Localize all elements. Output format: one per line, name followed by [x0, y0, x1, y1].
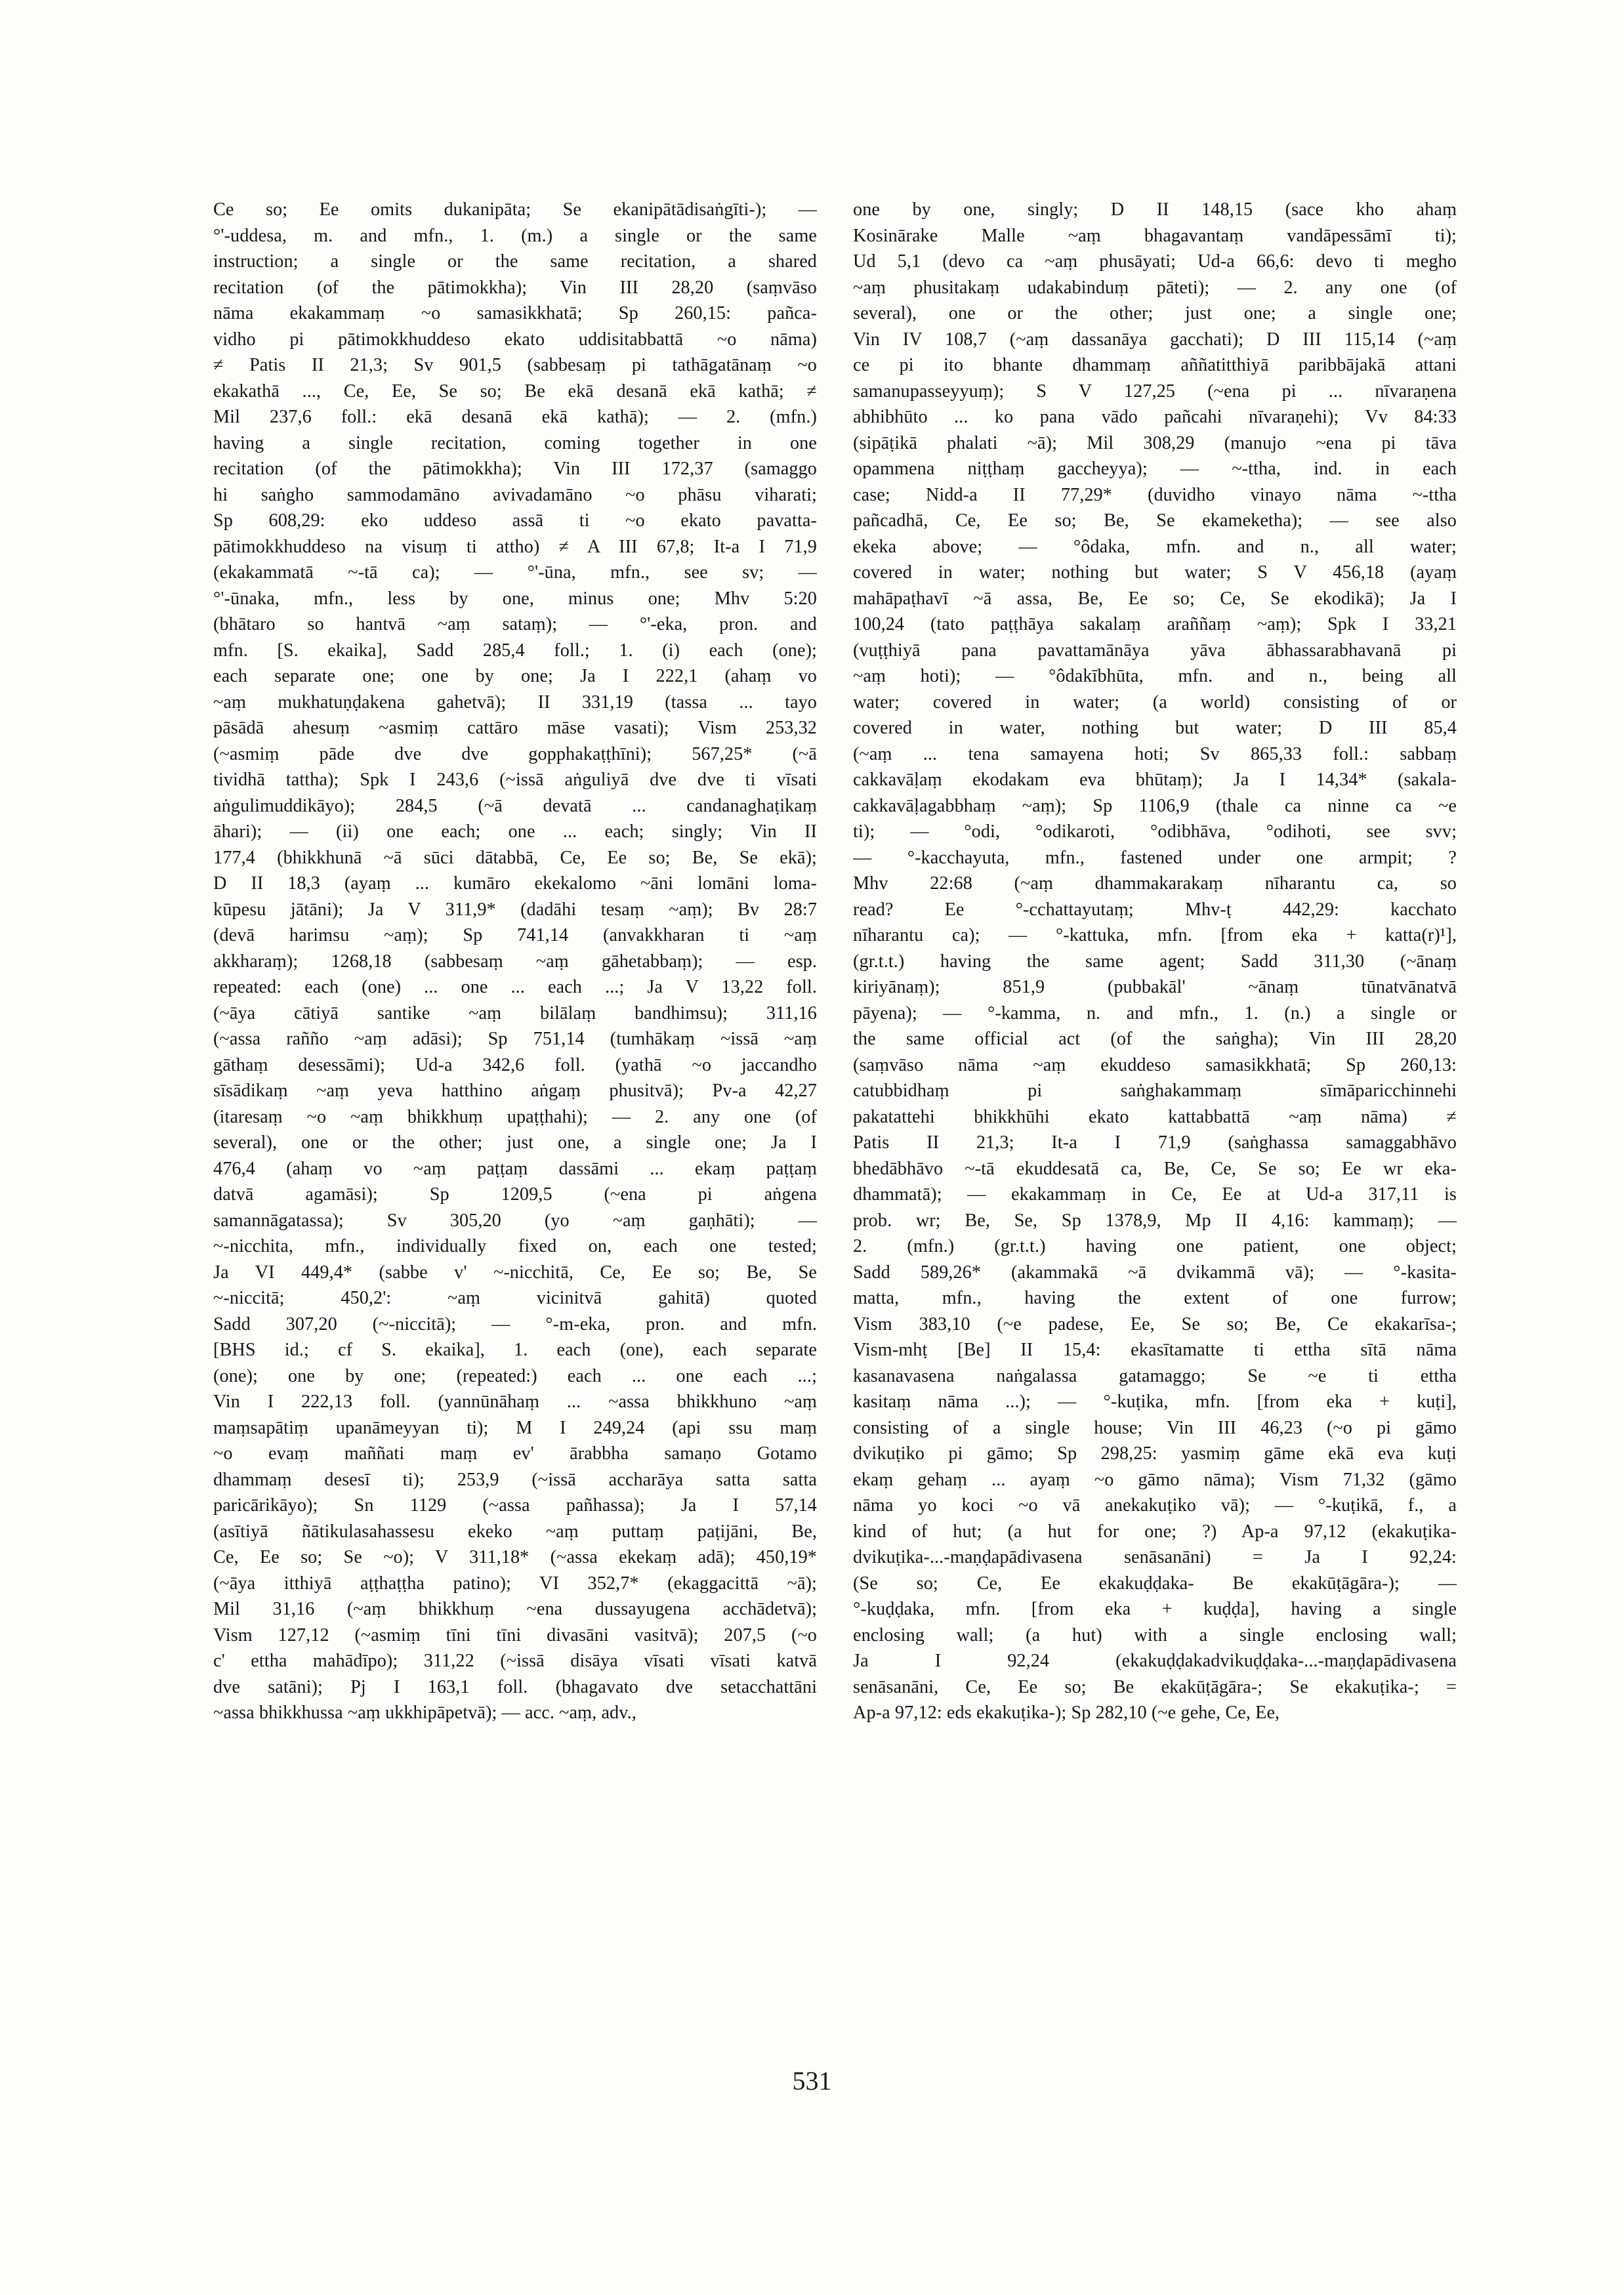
text-line: Sadd 589,26* (akammakā ~ā dvikammā vā); — °-kasita- — [853, 1262, 1457, 1283]
text-line: °'-ūnaka, mfn., less by one, minus one; Mhv 5:20 — [213, 588, 817, 609]
text-line: several), one or the other; just one; a single one; — [853, 303, 1457, 323]
text-line: [BHS id.; cf S. ekaika], 1. each (one), each separate — [213, 1340, 817, 1360]
text-line: samannāgatassa); Sv 305,20 (yo ~aṃ gaṇhāti); — — [213, 1210, 817, 1231]
text-line: Ud 5,1 (devo ca ~aṃ phusāyati; Ud-a 66,6: devo ti megho — [853, 251, 1457, 272]
text-line: (devā harimsu ~aṃ); Sp 741,14 (anvakkharan ti ~aṃ — [213, 925, 817, 945]
text-line: pakatattehi bhikkhūhi ekato kattabbattā ~aṃ nāma) ≠ — [853, 1106, 1457, 1127]
text-line: maṃsapātiṃ upanāmeyyan ti); M I 249,24 (api ssu maṃ — [213, 1417, 817, 1438]
text-line: (~aṃ ... tena samayena hoti; Sv 865,33 foll.: sabbaṃ — [853, 743, 1457, 764]
text-line: cakkavāḷagabbhaṃ ~aṃ); Sp 1106,9 (thale ca ninne ca ~e — [853, 795, 1457, 816]
text-line: D II 18,3 (ayaṃ ... kumāro ekekalomo ~āni lomāni loma- — [213, 873, 817, 894]
text-line: dhammatā); — ekakammaṃ in Ce, Ee at Ud-a 317,11 is — [853, 1184, 1457, 1205]
right-column — [853, 197, 1457, 2008]
text-line: bhedābhāvo ~-tā ekuddesatā ca, Be, Ce, Se so; Ee wr eka- — [853, 1158, 1457, 1179]
text-line: pāyena); — °-kamma, n. and mfn., 1. (n.) a single or — [853, 1003, 1457, 1023]
text-line: ~aṃ mukhatuṇḍakena gahetvā); II 331,19 (tassa ... tayo — [213, 692, 817, 713]
text-line: Mil 237,6 foll.: ekā desanā ekā kathā); — 2. (mfn.) — [213, 407, 817, 427]
text-line: mfn. [S. ekaika], Sadd 285,4 foll.; 1. (i) each (one); — [213, 640, 817, 661]
text-line: several), one or the other; just one, a single one; Ja I — [213, 1132, 817, 1153]
text-line: each separate one; one by one; Ja I 222,1 (ahaṃ vo — [213, 666, 817, 686]
text-line: pāsādā ahesuṃ ~asmiṃ cattāro māse vasati); Vism 253,32 — [213, 718, 817, 738]
text-line: recitation (of the pātimokkha); Vin III 172,37 (samaggo — [213, 459, 817, 479]
text-line: case; Nidd-a II 77,29* (duvidho vinayo nāma ~-ttha — [853, 484, 1457, 505]
text-line: pātimokkhuddeso na visuṃ ti attho) ≠ A III 67,8; It-a I 71,9 — [213, 536, 817, 557]
text-line: Ap-a 97,12: eds ekakuṭika-); Sp 282,10 (~e gehe, Ce, Ee, — [853, 1703, 1280, 1723]
text-line: (sipāṭikā phalati ~ā); Mil 308,29 (manujo ~ena pi tāva — [853, 432, 1457, 453]
text-line: (itaresaṃ ~o ~aṃ bhikkhuṃ upaṭṭhahi); — 2. any one (of — [213, 1106, 817, 1127]
left-column — [213, 197, 817, 2008]
text-line: read? Ee °-cchattayutaṃ; Mhv-ṭ 442,29: kacchato — [853, 899, 1457, 920]
text-line: ≠ Patis II 21,3; Sv 901,5 (sabbesaṃ pi tathāgatānaṃ ~o — [213, 355, 817, 375]
text-line: ekeka above; — °ôdaka, mfn. and n., all water; — [853, 536, 1457, 557]
text-line: dhammaṃ desesī ti); 253,9 (~issā accharāya satta satta — [213, 1469, 817, 1490]
text-line: ~aṃ hoti); — °ôdakībhūta, mfn. and n., being all — [853, 666, 1457, 686]
text-line: pañcadhā, Ce, Ee so; Be, Se ekameketha); — see also — [853, 510, 1457, 531]
text-line: Patis II 21,3; It-a I 71,9 (saṅghassa samaggabhāvo — [853, 1132, 1457, 1153]
text-line: repeated: each (one) ... one ... each ...; Ja V 13,22 foll. — [213, 977, 817, 997]
text-line: (one); one by one; (repeated:) each ... one each ...; — [213, 1365, 817, 1386]
text-line: (Se so; Ce, Ee ekakuḍḍaka- Be ekakūṭāgāra-); — — [853, 1573, 1457, 1594]
text-line: (ekakammatā ~-tā ca); — °'-ūna, mfn., see sv; — — [213, 562, 817, 583]
text-line: Ce so; Ee omits dukanipāta; Se ekanipātādisaṅgīti-); — — [213, 199, 817, 220]
text-line: Mhv 22:68 (~aṃ dhammakarakaṃ nīharantu ca, so — [853, 873, 1457, 894]
text-line: abhibhūto ... ko pana vādo pañcahi nīvaraṇehi); Vv 84:33 — [853, 407, 1457, 427]
text-line: (asītiyā ñātikulasahassesu ekeko ~aṃ puttaṃ paṭijāni, Be, — [213, 1521, 817, 1542]
text-line: 177,4 (bhikkhunā ~ā sūci dātabbā, Ce, Ee so; Be, Se ekā); — [213, 847, 817, 868]
text-line: matta, mfn., having the extent of one furrow; — [853, 1288, 1457, 1308]
text-line: recitation (of the pātimokkha); Vin III 28,20 (saṃvāso — [213, 277, 817, 298]
text-line: (vuṭṭhiyā pana pavattamānāya yāva ābhassarabhavanā pi — [853, 640, 1457, 661]
text-line: samanupasseyyuṃ); S V 127,25 (~ena pi ... nīvaraṇena — [853, 381, 1457, 402]
text-line: kiriyānaṃ); 851,9 (pubbakāl' ~ānaṃ tūnatvānatvā — [853, 977, 1457, 997]
text-line: the same official act (of the saṅgha); Vin III 28,20 — [853, 1029, 1457, 1049]
text-line: Vism 127,12 (~asmiṃ tīni tīni divasāni vasitvā); 207,5 (~o — [213, 1624, 817, 1645]
text-line: Vism-mhṭ [Be] II 15,4: ekasītamatte ti ettha sītā nāma — [853, 1340, 1457, 1360]
text-line: consisting of a single house; Vin III 46,23 (~o pi gāmo — [853, 1417, 1457, 1438]
text-line: one by one, singly; D II 148,15 (sace kho ahaṃ — [853, 199, 1457, 220]
text-line: ~assa bhikkhussa ~aṃ ukkhipāpetvā); — acc. ~aṃ, adv., — [213, 1703, 636, 1723]
text-line: enclosing wall; (a hut) with a single enclosing wall; — [853, 1624, 1457, 1645]
text-line: paricārikāyo); Sn 1129 (~assa pañhassa); Ja I 57,14 — [213, 1495, 817, 1516]
text-line: (saṃvāso nāma ~aṃ ekuddeso samasikkhatā; Sp 260,13: — [853, 1054, 1457, 1075]
text-line: c' ettha mahādīpo); 311,22 (~issā disāya vīsati vīsati katvā — [213, 1651, 817, 1671]
text-line: nāma ekakammaṃ ~o samasikkhatā; Sp 260,15: pañca- — [213, 303, 817, 323]
text-line: kasanavasena naṅgalassa gatamaggo; Se ~e ti ettha — [853, 1365, 1457, 1386]
text-line: water; covered in water; (a world) consisting of or — [853, 692, 1457, 713]
text-line: mahāpaṭhavī ~ā assa, Be, Ee so; Ce, Se ekodikā); Ja I — [853, 588, 1457, 609]
text-line: (~āya itthiyā aṭṭhaṭṭha patino); VI 352,7* (ekaggacittā ~ā); — [213, 1573, 817, 1594]
text-line: cakkavāḷaṃ ekodakam eva bhūtaṃ); Ja I 14,34* (sakala- — [853, 770, 1457, 790]
text-line: (bhātaro so hantvā ~aṃ sataṃ); — °'-eka, pron. and — [213, 614, 817, 634]
text-line: dve satāni); Pj I 163,1 foll. (bhagavato dve setacchattāni — [213, 1676, 817, 1697]
text-line: kasitaṃ nāma ...); — °-kuṭika, mfn. [from eka + kuṭi], — [853, 1392, 1457, 1412]
text-line: aṅgulimuddikāyo); 284,5 (~ā devatā ... candanaghaṭikaṃ — [213, 795, 817, 816]
text-line: prob. wr; Be, Se, Sp 1378,9, Mp II 4,16: kammaṃ); — — [853, 1210, 1457, 1231]
text-line: ~o evaṃ maññati maṃ ev' ārabbha samaṇo Gotamo — [213, 1443, 817, 1464]
text-line: Vin I 222,13 foll. (yannūnāhaṃ ... ~assa bhikkhuno ~aṃ — [213, 1392, 817, 1412]
text-line: gāthaṃ desessāmi); Ud-a 342,6 foll. (yathā ~o jaccandho — [213, 1054, 817, 1075]
text-line: senāsanāni, Ce, Ee so; Be ekakūṭāgāra-; Se ekakuṭika-; = — [853, 1676, 1457, 1697]
text-line: datvā agamāsi); Sp 1209,5 (~ena pi aṅgena — [213, 1184, 817, 1205]
text-line: ~-niccitā; 450,2': ~aṃ vicinitvā gahitā) quoted — [213, 1288, 817, 1308]
text-line: ce pi ito bhante dhammaṃ aññatitthiyā paribbājakā attani — [853, 355, 1457, 375]
text-line: opammena niṭṭhaṃ gaccheyya); — ~-ttha, ind. in each — [853, 459, 1457, 479]
text-line: ~aṃ phusitakaṃ udakabinduṃ pāteti); — 2. any one (of — [853, 277, 1457, 298]
text-line: 476,4 (ahaṃ vo ~aṃ paṭṭaṃ dassāmi ... ekaṃ paṭṭaṃ — [213, 1158, 817, 1179]
text-line: tividhā tattha); Spk I 243,6 (~issā aṅguliyā dve dve ti vīsati — [213, 770, 817, 790]
text-line: sīsādikaṃ ~aṃ yeva hatthino aṅgaṃ phusitvā); Pv-a 42,27 — [213, 1081, 817, 1101]
text-line: Mil 31,16 (~aṃ bhikkhuṃ ~ena dussayugena acchādetvā); — [213, 1599, 817, 1619]
text-line: Ce, Ee so; Se ~o); V 311,18* (~assa ekekaṃ adā); 450,19* — [213, 1547, 817, 1567]
text-line: āhari); — (ii) one each; one ... each; singly; Vin II — [213, 821, 817, 842]
text-line: Kosinārake Malle ~aṃ bhagavantaṃ vandāpessāmī ti); — [853, 225, 1457, 246]
text-line: dvikuṭika-...-maṇḍapādivasena senāsanāni) = Ja I 92,24: — [853, 1547, 1457, 1567]
text-line: hi saṅgho sammodamāno avivadamāno ~o phāsu viharati; — [213, 484, 817, 505]
text-line: dvikuṭiko pi gāmo; Sp 298,25: yasmiṃ gāme ekā eva kuṭi — [853, 1443, 1457, 1464]
text-line: vidho pi pātimokkhuddeso ekato uddisitabbattā ~o nāma) — [213, 329, 817, 350]
text-line: 2. (mfn.) (gr.t.t.) having one patient, one object; — [853, 1236, 1457, 1256]
text-line: akkharaṃ); 1268,18 (sabbesaṃ ~aṃ gāhetabbaṃ); — esp. — [213, 951, 817, 972]
text-line: kind of hut; (a hut for one; ?) Ap-a 97,12 (ekakuṭika- — [853, 1521, 1457, 1542]
text-line: Vin IV 108,7 (~aṃ dassanāya gacchati); D III 115,14 (~aṃ — [853, 329, 1457, 350]
text-line: — °-kacchayuta, mfn., fastened under one armpit; ? — [853, 847, 1457, 868]
text-line: catubbidhaṃ pi saṅghakammaṃ sīmāparicchinnehi — [853, 1081, 1457, 1101]
text-line: Sadd 307,20 (~-niccitā); — °-m-eka, pron. and mfn. — [213, 1313, 817, 1334]
text-line: (~assa rañño ~aṃ adāsi); Sp 751,14 (tumhākaṃ ~issā ~aṃ — [213, 1029, 817, 1049]
text-line: nīharantu ca); — °-kattuka, mfn. [from eka + katta(r)¹], — [853, 925, 1457, 945]
text-line: Sp 608,29: eko uddeso assā ti ~o ekato pavatta- — [213, 510, 817, 531]
text-line: instruction; a single or the same recitation, a shared — [213, 251, 817, 272]
text-line: nāma yo koci ~o vā anekakuṭiko vā); — °-kuṭikā, f., a — [853, 1495, 1457, 1516]
text-line: Ja VI 449,4* (sabbe v' ~-nicchitā, Ce, Ee so; Be, Se — [213, 1262, 817, 1283]
text-line: ~-nicchita, mfn., individually fixed on, each one tested; — [213, 1236, 817, 1256]
text-line: having a single recitation, coming together in one — [213, 432, 817, 453]
text-line: ti); — °odi, °odikaroti, °odibhāva, °odihoti, see svv; — [853, 821, 1457, 842]
text-line: covered in water, nothing but water; D III 85,4 — [853, 718, 1457, 738]
text-line: (gr.t.t.) having the same agent; Sadd 311,30 (~ānaṃ — [853, 951, 1457, 972]
text-line: Ja I 92,24 (ekakuḍḍakadvikuḍḍaka-...-maṇḍapādivasena — [853, 1651, 1457, 1671]
text-line: Vism 383,10 (~e padese, Ee, Se so; Be, Ce ekakarīsa-; — [853, 1313, 1457, 1334]
text-line: 100,24 (tato paṭṭhāya sakalaṃ araññaṃ ~aṃ); Spk I 33,21 — [853, 614, 1457, 634]
text-line: °'-uddesa, m. and mfn., 1. (m.) a single or the same — [213, 225, 817, 246]
page-number: 531 — [792, 2066, 832, 2096]
text-line: °-kuḍḍaka, mfn. [from eka + kuḍḍa], having a single — [853, 1599, 1457, 1619]
text-line: ekaṃ gehaṃ ... ayaṃ ~o gāmo nāma); Vism 71,32 (gāmo — [853, 1469, 1457, 1490]
text-line: covered in water; nothing but water; S V 456,18 (ayaṃ — [853, 562, 1457, 583]
text-line: kūpesu jātāni); Ja V 311,9* (dadāhi tesaṃ ~aṃ); Bv 28:7 — [213, 899, 817, 920]
text-line: (~āya cātiyā santike ~aṃ bilālaṃ bandhimsu); 311,16 — [213, 1003, 817, 1023]
text-line: ekakathā ..., Ce, Ee, Se so; Be ekā desanā ekā kathā; ≠ — [213, 381, 817, 402]
text-line: (~asmiṃ pāde dve dve gopphakaṭṭhīni); 567,25* (~ā — [213, 743, 817, 764]
